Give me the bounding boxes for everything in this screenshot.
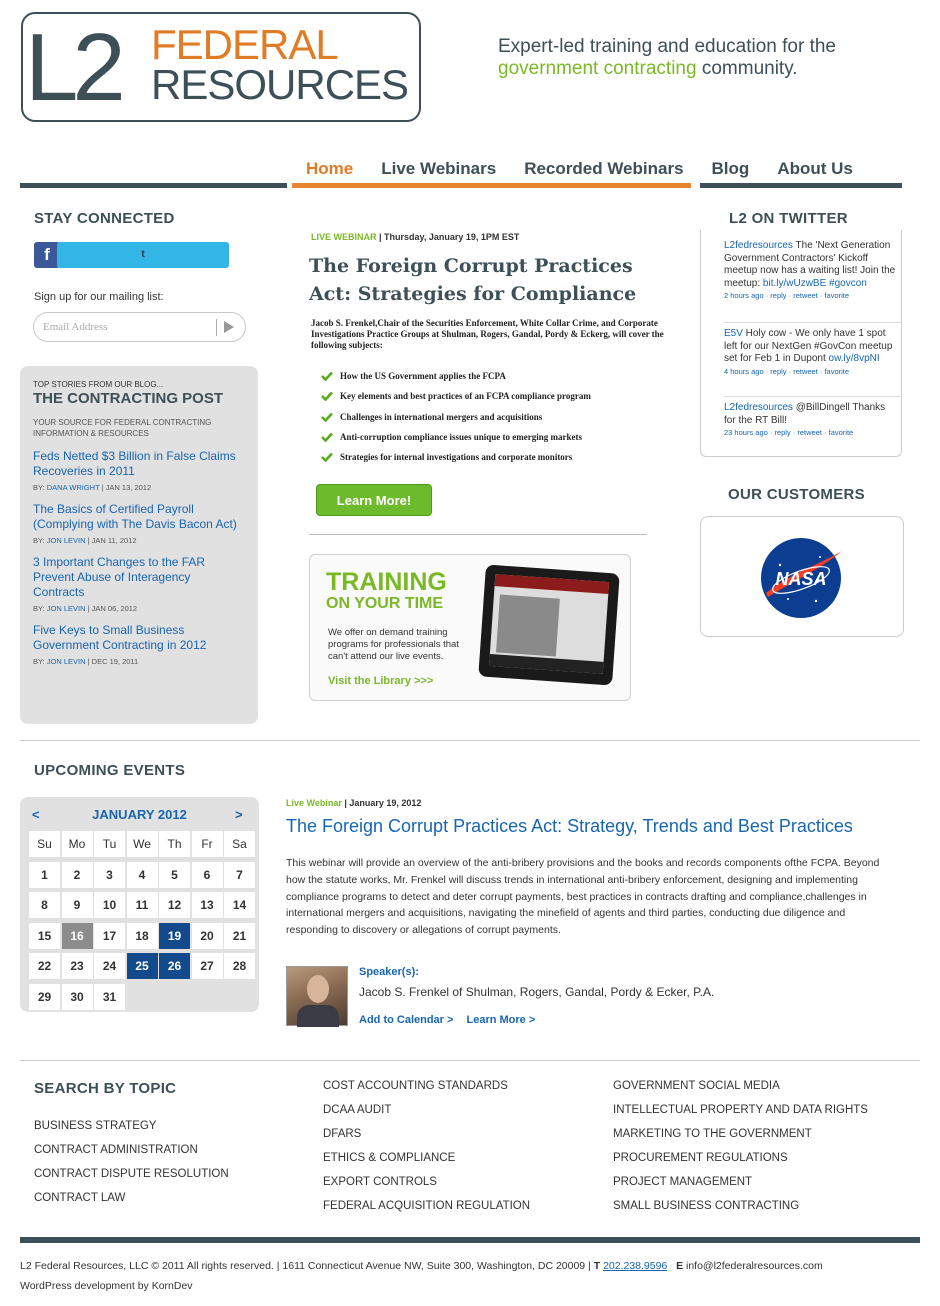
calendar-event-day[interactable]: 26 — [159, 953, 190, 979]
calendar-day: 31 — [94, 984, 125, 1010]
blog-post-meta: BY: JON LEVIN | JAN 11, 2012 — [33, 536, 137, 545]
events-heading: UPCOMING EVENTS — [34, 762, 186, 779]
calendar-weekday: Fr — [192, 831, 223, 857]
calendar-weekday: Th — [159, 831, 190, 857]
tagline-end: community. — [696, 58, 798, 79]
topic-link[interactable]: CONTRACT LAW — [34, 1192, 126, 1204]
calendar-day: 15 — [29, 923, 60, 949]
feature-description: Jacob S. Frenkel,Chair of the Securities Enforcement, White Collar Crime, and Corporate Investigations Practice Groups at Shulman, Rogers, Gandal, Pordy & Eckerg, will cover the following subjects: — [311, 318, 664, 350]
nav-live-webinars[interactable]: Live Webinars — [381, 159, 497, 178]
feature-bullet: Key elements and best practices of an FCPA compliance program — [321, 386, 681, 406]
blog-post — [33, 623, 245, 666]
footer-email[interactable]: info@l2federalresources.com — [686, 1260, 823, 1272]
tweet-link[interactable]: ow.ly/8vpNI — [828, 353, 880, 364]
calendar-day: 29 — [29, 984, 60, 1010]
post-author[interactable]: JON LEVIN — [46, 657, 86, 666]
blog-post-meta: BY: JON LEVIN | JAN 06, 2012 — [33, 604, 138, 613]
footer-credit[interactable]: WordPress development by KornDev — [20, 1280, 193, 1292]
nav-bar-left — [20, 183, 287, 188]
tweet-handle[interactable]: L2fedresources — [724, 402, 793, 413]
calendar-day: 20 — [192, 923, 223, 949]
add-to-calendar-link[interactable]: Add to Calendar > — [359, 1014, 454, 1026]
blog-post — [33, 555, 245, 613]
speaker-name: Jacob S. Frenkel of Shulman, Rogers, Gandal, Pordy & Ecker, P.A. — [359, 985, 715, 999]
blog-post-meta: BY: DANA WRIGHT | JAN 13, 2012 — [33, 483, 152, 492]
email-placeholder: Email Address — [43, 321, 108, 333]
topics-heading: SEARCH BY TOPIC — [34, 1080, 177, 1097]
tweet-divider — [724, 396, 902, 397]
nasa-logo-text: NASA — [775, 569, 827, 589]
topic-link[interactable]: EXPORT CONTROLS — [323, 1176, 437, 1188]
speaker-photo — [286, 966, 348, 1026]
event-description: This webinar will provide an overview of the anti-bribery provisions and the books and records components ofthe FCPA. Beyond how the statute works, Mr. Frenkel will discuss trends in international anti-bribery enforcement, designing and implementing compliance programs to detect and deter corrupt payments, best practices in contracts drafting and compliance,challenges in international mergers and acquisitions, navigating the minefield of agents and third parties, conducting due diligence and responding to discovery or allegations of corrupt payments. — [286, 857, 880, 937]
training-banner[interactable] — [309, 554, 631, 701]
blog-post — [33, 502, 245, 545]
event-tag: Live Webinar | January 19, 2012 — [286, 798, 422, 808]
topic-link[interactable]: CONTRACT DISPUTE RESOLUTION — [34, 1168, 229, 1180]
calendar-day: 11 — [127, 892, 158, 918]
blog-subtitle: YOUR SOURCE FOR FEDERAL CONTRACTING INFORMATION & RESOURCES — [33, 418, 212, 438]
blog-top-label: TOP STORIES FROM OUR BLOG... — [33, 380, 164, 389]
calendar-day: 30 — [62, 984, 93, 1010]
tweet: L2fedresources @BillDingell Thanks for the RT Bill! 23 hours ago · reply · retweet · favorite — [724, 402, 896, 440]
calendar-weekday: Tu — [94, 831, 125, 857]
calendar-weekday: We — [127, 831, 158, 857]
calendar-day: 27 — [192, 953, 223, 979]
stay-connected-heading: STAY CONNECTED — [34, 210, 175, 227]
logo-l2-text: L2 — [25, 14, 120, 121]
calendar-month: JANUARY 2012 — [92, 807, 187, 822]
twitter-heading: L2 ON TWITTER — [729, 210, 848, 227]
visit-library-link[interactable]: Visit the Library >>> — [328, 675, 434, 687]
topic-link[interactable]: PROCUREMENT REGULATIONS — [613, 1152, 788, 1164]
footer-copyright: L2 Federal Resources, LLC © 2011 All rights reserved. | 1611 Connecticut Avenue NW, Suite 300, Washington, DC 20009 | T 202.238.9596 E info@l2federalresources.com — [20, 1260, 823, 1272]
event-calendar — [20, 797, 259, 1012]
tweet-handle[interactable]: E5V — [724, 328, 743, 339]
calendar-empty-cell — [159, 984, 190, 1010]
footer-phone-link[interactable]: 202.238.9596 — [603, 1260, 668, 1272]
blog-post — [33, 449, 245, 492]
topic-link[interactable]: INTELLECTUAL PROPERTY AND DATA RIGHTS — [613, 1104, 868, 1116]
calendar-day: 23 — [62, 953, 93, 979]
topic-link[interactable]: FEDERAL ACQUISITION REGULATION — [323, 1200, 531, 1212]
calendar-day: 16 — [62, 923, 93, 949]
tweet-meta[interactable]: 2 hours ago · reply · retweet · favorite — [724, 291, 850, 300]
calendar-day: 13 — [192, 892, 223, 918]
tweet: L2fedresources The 'Next Generation Government Contractors' Kickoff meetup now has a waiting list! Join the meetup: bit.ly/wUzwBE #govcon 2 hours ago · reply · retweet · favorite — [724, 240, 896, 303]
footer-bar — [20, 1237, 920, 1243]
checkmark-icon — [321, 432, 333, 442]
calendar-next-button[interactable]: > — [235, 807, 243, 822]
topic-link[interactable]: SMALL BUSINESS CONTRACTING — [613, 1200, 800, 1212]
feature-bullet: Challenges in international mergers and acquisitions — [321, 407, 681, 427]
email-input[interactable] — [33, 312, 246, 342]
calendar-prev-button[interactable]: < — [32, 807, 40, 822]
twitter-icon[interactable]: t — [57, 242, 229, 268]
calendar-empty-cell — [224, 984, 255, 1010]
nav-recorded-webinars[interactable]: Recorded Webinars — [524, 159, 684, 178]
calendar-day: 17 — [94, 923, 125, 949]
topic-link[interactable]: MARKETING TO THE GOVERNMENT — [613, 1128, 812, 1140]
calendar-day: 6 — [192, 862, 223, 888]
feature-bullet-list — [321, 366, 681, 467]
tagline-green: government contracting — [498, 58, 697, 79]
nav-bar-right — [700, 183, 902, 188]
topic-link[interactable]: PROJECT MANAGEMENT — [613, 1176, 753, 1188]
twitter-feed — [700, 230, 902, 457]
calendar-day: 10 — [94, 892, 125, 918]
topic-link[interactable]: DCAA AUDIT — [323, 1104, 392, 1116]
calendar-weekday: Mo — [62, 831, 93, 857]
blog-panel — [20, 366, 258, 724]
tweet-meta[interactable]: 4 hours ago · reply · retweet · favorite — [724, 366, 850, 376]
email-divider — [216, 319, 217, 336]
calendar-empty-cell — [192, 984, 223, 1010]
topic-link[interactable]: ETHICS & COMPLIANCE — [323, 1152, 456, 1164]
learn-more-button[interactable]: Learn More! — [316, 484, 432, 516]
event-title[interactable]: The Foreign Corrupt Practices Act: Strategy, Trends and Best Practices — [286, 816, 853, 836]
calendar-day: 21 — [224, 923, 255, 949]
blog-post-title[interactable]: Feds Netted $3 Billion in False Claims Recoveries in 2011 — [33, 449, 236, 478]
checkmark-icon — [321, 412, 333, 422]
blog-post-title[interactable]: 3 Important Changes to the FAR Prevent Abuse of Interagency Contracts — [33, 555, 206, 599]
calendar-event-day[interactable]: 19 — [159, 923, 190, 949]
post-author[interactable]: JON LEVIN — [46, 604, 86, 613]
calendar-grid — [29, 831, 255, 1010]
feature-webinar-tag: LIVE WEBINAR | Thursday, January 19, 1PM EST — [311, 232, 520, 242]
calendar-day: 3 — [94, 862, 125, 888]
tweet: E5V Holy cow - We only have 1 spot left for our NextGen #GovCon meetup set for Feb 1 in Dupont ow.ly/8vpNI 4 hours ago · reply · retweet · favorite — [724, 328, 896, 378]
section-divider — [20, 1060, 920, 1061]
speaker-label: Speaker(s): — [359, 966, 419, 978]
calendar-day: 1 — [29, 862, 60, 888]
blog-title[interactable]: THE CONTRACTING POST — [33, 390, 223, 407]
submit-arrow-icon[interactable] — [224, 321, 234, 333]
training-subheading: ON YOUR TIME — [326, 595, 444, 612]
calendar-day: 22 — [29, 953, 60, 979]
calendar-day: 7 — [224, 862, 255, 888]
calendar-event-day[interactable]: 25 — [127, 953, 158, 979]
topic-link[interactable]: DFARS — [323, 1128, 362, 1140]
checkmark-icon — [321, 371, 333, 381]
site-logo[interactable] — [21, 12, 421, 122]
blog-post-meta: BY: JON LEVIN | DEC 19, 2011 — [33, 657, 139, 666]
blog-post-title[interactable]: Five Keys to Small Business Government Contracting in 2012 — [33, 623, 207, 652]
topic-link[interactable]: BUSINESS STRATEGY — [34, 1120, 157, 1132]
divider — [309, 534, 647, 535]
facebook-icon[interactable]: f — [34, 242, 60, 268]
tweet-link[interactable]: bit.ly/wUzwBE #govcon — [762, 277, 867, 289]
customers-panel — [700, 516, 904, 637]
event-links — [359, 1014, 545, 1026]
nasa-logo — [758, 535, 844, 621]
calendar-day: 12 — [159, 892, 190, 918]
nav-home[interactable]: Home — [306, 159, 354, 178]
event-learn-more-link[interactable]: Learn More > — [466, 1014, 536, 1026]
checkmark-icon — [321, 391, 333, 401]
blog-post-title[interactable]: The Basics of Certified Payroll (Complying with The Davis Bacon Act) — [33, 502, 237, 531]
training-body: We offer on demand training programs for professionals that can't attend our live events. — [328, 627, 459, 662]
checkmark-icon — [321, 452, 333, 462]
feature-bullet: How the US Government applies the FCPA — [321, 366, 681, 386]
calendar-empty-cell — [127, 984, 158, 1010]
topic-link[interactable]: CONTRACT ADMINISTRATION — [34, 1144, 198, 1156]
post-author[interactable]: JON LEVIN — [46, 536, 86, 545]
tweet-meta[interactable]: 23 hours ago · reply · retweet · favorite — [724, 428, 854, 437]
nav-about-us[interactable]: About Us — [777, 159, 853, 178]
nav-blog[interactable]: Blog — [711, 159, 750, 178]
mailing-list-label: Sign up for our mailing list: — [34, 291, 164, 303]
calendar-weekday: Sa — [224, 831, 255, 857]
tagline — [498, 36, 898, 80]
logo-resources-text: RESOURCES — [151, 61, 409, 108]
feature-bullet: Anti-corruption compliance issues unique to emerging markets — [321, 427, 681, 447]
calendar-day: 18 — [127, 923, 158, 949]
feature-bullet: Strategies for internal investigations and corporate monitors — [321, 447, 681, 467]
logo-federal-text: FEDERAL — [151, 21, 338, 68]
topic-link[interactable]: GOVERNMENT SOCIAL MEDIA — [613, 1080, 780, 1092]
calendar-day: 2 — [62, 862, 93, 888]
calendar-day: 8 — [29, 892, 60, 918]
customers-heading: OUR CUSTOMERS — [728, 486, 865, 503]
feature-title[interactable]: The Foreign Corrupt Practices Act: Strategies for Compliance — [309, 255, 637, 305]
calendar-day: 9 — [62, 892, 93, 918]
calendar-weekday: Su — [29, 831, 60, 857]
calendar-day: 4 — [127, 862, 158, 888]
social-links — [34, 242, 145, 268]
post-author[interactable]: DANA WRIGHT — [46, 483, 100, 492]
nav-bar-active — [292, 183, 691, 188]
section-divider — [20, 740, 920, 741]
tweet-handle[interactable]: L2fedresources — [724, 240, 793, 251]
training-heading: TRAINING — [326, 568, 447, 596]
calendar-day: 24 — [94, 953, 125, 979]
topic-link[interactable]: COST ACCOUNTING STANDARDS — [323, 1080, 508, 1092]
tagline-line1: Expert-led training and education for the — [498, 36, 836, 57]
calendar-day: 14 — [224, 892, 255, 918]
tablet-image — [478, 564, 619, 685]
calendar-day: 28 — [224, 953, 255, 979]
tweet-divider — [724, 322, 902, 323]
calendar-day: 5 — [159, 862, 190, 888]
